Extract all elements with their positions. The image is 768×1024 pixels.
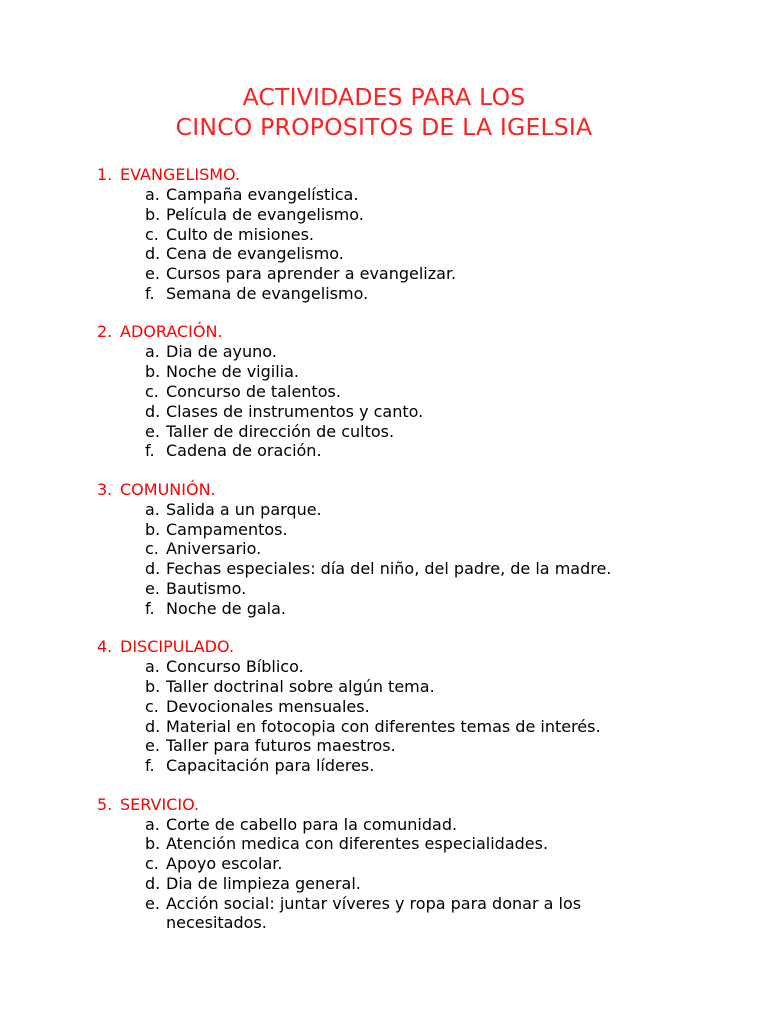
purpose-section — [97, 480, 737, 619]
item-text: Devocionales mensuales. — [166, 696, 370, 716]
item-letter: a. — [145, 342, 160, 362]
item-text: Concurso Bíblico. — [166, 657, 304, 677]
activity-list — [97, 185, 737, 304]
activity-item — [97, 756, 737, 776]
item-marker — [97, 244, 166, 264]
item-marker — [97, 205, 166, 225]
item-marker — [97, 342, 166, 362]
activity-item — [97, 815, 737, 835]
item-marker — [97, 599, 166, 619]
item-letter: f. — [145, 598, 155, 618]
activity-item — [97, 284, 737, 304]
item-marker — [97, 736, 166, 756]
item-text: Clases de instrumentos y canto. — [166, 401, 424, 421]
section-number: 5. — [97, 794, 113, 814]
activity-item — [97, 579, 737, 599]
item-letter: c. — [145, 854, 159, 874]
item-letter: d. — [145, 559, 161, 579]
item-text: Bautismo. — [166, 578, 247, 598]
item-letter: a. — [145, 657, 160, 677]
item-text: Semana de evangelismo. — [166, 283, 369, 303]
item-marker — [97, 579, 166, 599]
section-heading — [97, 795, 737, 815]
purposes-list — [97, 165, 737, 952]
item-marker — [97, 815, 166, 835]
item-marker — [97, 854, 166, 874]
activity-item — [97, 185, 737, 205]
item-text: Noche de gala. — [166, 598, 287, 618]
item-text: Taller de dirección de cultos. — [166, 421, 395, 441]
item-marker — [97, 402, 166, 422]
item-text: Corte de cabello para la comunidad. — [166, 814, 458, 834]
item-text: Atención medica con diferentes especialidades. — [166, 834, 549, 854]
item-marker — [97, 185, 166, 205]
section-heading — [97, 637, 737, 657]
activity-list — [97, 815, 737, 934]
section-heading-text: SERVICIO. — [120, 794, 200, 814]
activity-item — [97, 382, 737, 402]
item-letter: c. — [145, 224, 159, 244]
item-text: Noche de vigilia. — [166, 362, 300, 382]
item-letter: c. — [145, 539, 159, 559]
item-text: Cadena de oración. — [166, 441, 322, 461]
activity-item — [97, 362, 737, 382]
item-text: Dia de limpieza general. — [166, 873, 361, 893]
item-marker — [97, 284, 166, 304]
activity-item — [97, 441, 737, 461]
item-letter: c. — [145, 696, 159, 716]
item-marker — [97, 500, 166, 520]
item-letter: f. — [145, 756, 155, 776]
section-number: 4. — [97, 637, 113, 657]
item-letter: b. — [145, 519, 161, 539]
item-marker — [97, 441, 166, 461]
activity-item — [97, 264, 737, 284]
section-heading — [97, 480, 737, 500]
item-marker — [97, 834, 166, 854]
item-letter: d. — [145, 716, 161, 736]
item-text: Capacitación para líderes. — [166, 756, 375, 776]
section-heading-text: COMUNIÓN. — [120, 479, 216, 499]
item-marker — [97, 422, 166, 442]
item-letter: a. — [145, 814, 160, 834]
item-letter: f. — [145, 283, 155, 303]
section-number: 3. — [97, 479, 113, 499]
item-text: Apoyo escolar. — [166, 854, 283, 874]
activity-list — [97, 500, 737, 619]
item-text: Dia de ayuno. — [166, 342, 277, 362]
section-heading — [97, 165, 737, 185]
item-text: Cena de evangelismo. — [166, 244, 344, 264]
item-letter: b. — [145, 676, 161, 696]
item-marker — [97, 894, 166, 934]
item-marker — [97, 382, 166, 402]
activity-list — [97, 657, 737, 776]
activity-list — [97, 342, 737, 461]
activity-item — [97, 599, 737, 619]
activity-item — [97, 520, 737, 540]
item-letter: b. — [145, 834, 161, 854]
activity-item — [97, 225, 737, 245]
activity-item — [97, 559, 737, 579]
section-number: 2. — [97, 322, 113, 342]
section-number: 1. — [97, 165, 113, 184]
item-marker — [97, 874, 166, 894]
activity-item — [97, 677, 737, 697]
activity-item — [97, 539, 737, 559]
item-letter: e. — [145, 893, 160, 913]
document-title — [0, 82, 768, 142]
activity-item — [97, 736, 737, 756]
item-text: Fechas especiales: día del niño, del padre, de la madre. — [166, 559, 612, 579]
item-marker — [97, 677, 166, 697]
item-marker — [97, 756, 166, 776]
item-text: Campaña evangelística. — [166, 185, 359, 204]
item-marker — [97, 539, 166, 559]
section-heading-text: DISCIPULADO. — [120, 637, 235, 657]
item-letter: a. — [145, 499, 160, 519]
purpose-section — [97, 795, 737, 934]
item-marker — [97, 717, 166, 737]
section-heading — [97, 322, 737, 342]
item-text: Concurso de talentos. — [166, 381, 341, 401]
item-letter: c. — [145, 381, 159, 401]
title-line-2: CINCO PROPOSITOS DE LA IGELSIA — [175, 112, 593, 141]
title-line-1: ACTIVIDADES PARA LOS — [242, 82, 526, 111]
activity-item — [97, 854, 737, 874]
item-letter: d. — [145, 401, 161, 421]
item-marker — [97, 520, 166, 540]
activity-item — [97, 422, 737, 442]
item-marker — [97, 362, 166, 382]
purpose-section — [97, 637, 737, 776]
item-text: Material en fotocopia con diferentes temas de interés. — [166, 716, 601, 736]
item-letter: e. — [145, 421, 160, 441]
item-letter: d. — [145, 244, 161, 264]
item-letter: e. — [145, 264, 160, 284]
item-letter: a. — [145, 185, 160, 204]
item-marker — [97, 559, 166, 579]
activity-item — [97, 697, 737, 717]
activity-item — [97, 402, 737, 422]
activity-item — [97, 717, 737, 737]
activity-item — [97, 244, 737, 264]
item-letter: e. — [145, 736, 160, 756]
activity-item — [97, 834, 737, 854]
item-text: Campamentos. — [166, 519, 288, 539]
item-text: Acción social: juntar víveres y ropa para donar a los necesitados. — [166, 893, 582, 933]
activity-item — [97, 874, 737, 894]
item-text: Salida a un parque. — [166, 499, 322, 519]
section-heading-text: EVANGELISMO. — [120, 165, 241, 184]
purpose-section — [97, 165, 737, 304]
item-letter: b. — [145, 362, 161, 382]
activity-item — [97, 500, 737, 520]
item-letter: e. — [145, 578, 160, 598]
item-text: Película de evangelismo. — [166, 204, 364, 224]
item-text: Taller doctrinal sobre algún tema. — [166, 676, 435, 696]
activity-item — [97, 205, 737, 225]
activity-item — [97, 657, 737, 677]
activity-item — [97, 894, 737, 934]
section-heading-text: ADORACIÓN. — [120, 322, 223, 342]
item-marker — [97, 264, 166, 284]
item-text: Cursos para aprender a evangelizar. — [166, 264, 457, 284]
item-marker — [97, 697, 166, 717]
item-marker — [97, 225, 166, 245]
item-letter: f. — [145, 441, 155, 461]
item-marker — [97, 657, 166, 677]
item-letter: d. — [145, 873, 161, 893]
item-letter: b. — [145, 204, 161, 224]
item-text: Culto de misiones. — [166, 224, 314, 244]
item-text: Aniversario. — [166, 539, 262, 559]
purpose-section — [97, 322, 737, 461]
item-text: Taller para futuros maestros. — [166, 736, 396, 756]
activity-item — [97, 342, 737, 362]
